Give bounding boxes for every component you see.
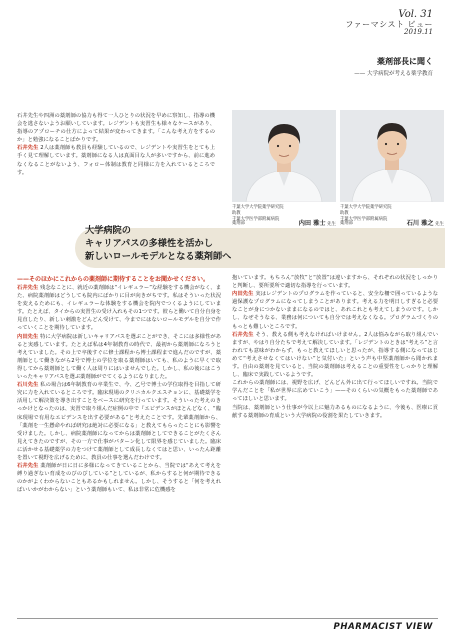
intro-text [17, 112, 215, 177]
caption-affiliation: 助教 [232, 211, 241, 216]
issue-date: 2019.11 [404, 27, 433, 36]
headline [85, 224, 231, 263]
body-paragraph [232, 274, 438, 290]
caption-title: 先生 [327, 222, 336, 227]
paragraph-text: これからの薬剤師には、視野を広げ、どんどん外に出て行ってほしいですね。当院で学んだことを「私が世界に広めていこう」——そのくらいの気概をもった薬剤師であってほしいと思います。 [232, 380, 438, 403]
intro-paragraph-1 [17, 112, 215, 144]
body-paragraph [17, 381, 221, 462]
lead-question: ——そのほかにこれからの薬剤師に期待することをお聞かせください。 [17, 276, 210, 283]
speaker-name: 石井先生 [17, 145, 39, 152]
paragraph-text: 特に大学病院は新しいキャリアパスを選ぶことができ、そこには多様性があると実感しています。たとえば私は4年制教育の時代で、最初から薬剤師になろうと考えていました。その上で卒後すぐに修士課程から博士課程まで進んだのですが、薬剤師として働きながら2号で博士の学位を取る薬剤師はいても、私のように早くで取得してから薬剤師として働く人は周りにはいませんでした。しかし、私の後にはこういったキャリアパスを選ぶ薬剤師がでてくるようになりました。 [17, 333, 221, 381]
paragraph-text: 2人は薬剤師も教員も経験しているので、レジデントや実習生をとても上手く見て理解しています。薬剤師になる人は真面目な人が多いですから、前に進めなくなることがないよう、フォロー体制は教育と同様に力を入れているところです。 [17, 145, 215, 176]
caption-affiliation: 薬剤部 [232, 221, 245, 226]
speaker-name: 石井先生 [17, 463, 39, 470]
paragraph-text: 実はレジデントのプログラムを作っていると、安全な柵で囲っているような過保護なプログラムになってしまうことがあります。考える力を明日しすぎると必要なことが身につかないままになるのではと、あれこれとも考えてしまうのです。しかし、なぜそうなる、業務は何についても自分では考えなくなる。プログラムづくりのもっとも難しいところです。 [232, 291, 438, 330]
photo-uchida [232, 110, 336, 202]
caption-affiliation: 千葉大学医学部附属病院 [232, 217, 280, 222]
body-paragraph [232, 404, 438, 420]
caption-name: 内田 雅士 [298, 220, 326, 227]
volume-number: Vol. 31 [398, 9, 433, 20]
paragraph-text: 薬剤師が日に日に多様になってきていることから、当院では“あえて考えを縛り過ぎない育成をのびのびしている”としているが、私からすると何が期待できるのかがよくわからないこともあるかもしれません。しかし、そうすると「何を考えればいいかがわからない」という薬剤師もいて、私は非常に危機感を [17, 463, 221, 494]
body-paragraph [232, 290, 438, 330]
caption-title: 先生 [435, 222, 444, 227]
caption-affiliation: 薬剤部 [340, 221, 353, 226]
section-heading [354, 56, 433, 77]
caption-affiliation: 千葉大学医学部附属病院 [340, 217, 388, 222]
paragraph-text: 抱いています。もちろん“放牧”と“放置”は違いますから、それぞれの状況をしっかりと判断し、要所要所で適切な指導を行っています。 [232, 275, 438, 290]
speaker-name: 内田先生 [17, 333, 39, 340]
paragraph-text: 石井先生や四洲の薬剤師の協力も得て一人ひとりの状況を早めに察知し、指導の機会を逃さないようお願いしています。レジデントも実習生も様々なケースがあり、指導のアプローチの仕方によって結果が変わってきます。「こんな考え方をするのか」と勉強になることばかりです。 [17, 113, 215, 144]
paragraph-text: そう、教える側も考えなければいけません。2人は悩みながら取り組んでいますが、やはり自分たちで考えて解決しています。「レジデントのときは“考えろ”と言われても意味がわからず、もっと教えてほしいと思ったが、指導する側になってはじめて“考えさせなくてはいけない”と気付いた」という声も中堅薬剤師から聞かれます。自由の薬剤を見ていると、当院の薬剤師は考えることの重要性をしっかりと理解し、臨床で実践しているようです。 [232, 331, 438, 379]
brand-logo: PHARMACIST VIEW [333, 622, 433, 632]
paragraph-text: 当院は、薬剤師という仕事が今以上に魅力あるものになるように、今後も、医療に貢献する薬剤師の育成という大学病院の役割を果たしていきます。 [232, 404, 438, 419]
paragraph-text: 残念なことに、就近の薬剤師は“イレギュラー”な経験をする機会がなく、また、病院薬剤師はどうしても院内にばかりに目が向きがちです。私はそういった状況を変えるためにも、イレギュラーな体験をする機会を院内でつくるようにしています。たとえば、タイからの実習生の受け入れもその1つです。彼らと働いて自分自身を見直したり、新しい刺激をどんどん受けて、今までにはないロールモデルを自分で作っていくことを期待しています。 [17, 285, 221, 332]
body-paragraph [232, 379, 438, 403]
magazine-name: ファーマシスト ビュー [345, 19, 433, 29]
speaker-name: 石井先生 [17, 285, 39, 291]
speaker-name: 内田先生 [232, 291, 254, 298]
caption-affiliation: 千葉大学大学院薬学研究院 [340, 205, 392, 210]
portrait-uchida [232, 110, 336, 202]
caption-uchida [232, 205, 336, 228]
caption-affiliation: 助教 [340, 211, 349, 216]
intro-paragraph-2 [17, 144, 215, 176]
caption-ishikawa [340, 205, 444, 228]
photo-ishikawa [340, 110, 444, 202]
right-column [232, 274, 438, 614]
headline-line-3: 新しいロールモデルとなる薬剤師へ [85, 251, 232, 262]
footer-divider [17, 618, 438, 619]
body-paragraph [17, 284, 221, 333]
section-subtitle: —— 大学病院が考える薬学教育 [354, 71, 433, 77]
speaker-name: 石井先生 [232, 331, 254, 338]
headline-line-1: 大学病院の [85, 225, 131, 236]
paragraph-text: 私の場合は6年制教育の卒業生で、今、乙号で博士の学位取得を目指して研究に力を入れているところです。臨床現場のクリニカルクエスチョンに、基礎薬学を活用して解決策を導き出すことをベースに研究を行っています。そういった考えのきっかけとなったのは、実習で取り組んだ症例の中で『エビデンスがほとんどなく、“臨床現場で有用なエビデンスを出す必要がある”と考えたことです。先輩薬剤師から、「薬剤を一生懸命やれば研究は絶対に必要になる」と教えてもらったことにも影響を受けました。しかし、病院薬剤師になってからは薬剤師としてできることがたくさん見えてきたのですが、その一方で仕事がパターン化して限界を感じていました。臨床に活かせる基礎薬学の力をつけて薬剤師として成長しなくてはと思い、いったん距離を置いて視野を広げるために、教員の仕事を選んだわけです。 [17, 382, 221, 461]
section-title: 薬剤部長に聞く [377, 57, 433, 66]
issue-info [345, 10, 433, 36]
body-paragraph [17, 333, 221, 382]
body-paragraph [17, 462, 221, 494]
caption-name: 石川 雅之 [406, 220, 434, 227]
headline-line-2: キャリアパスの多様性を活かし [85, 238, 213, 249]
speaker-name: 石川先生 [17, 382, 39, 389]
portrait-ishikawa [340, 110, 444, 202]
caption-affiliation: 千葉大学大学院薬学研究院 [232, 205, 284, 210]
left-column [17, 284, 221, 614]
body-paragraph [232, 331, 438, 380]
